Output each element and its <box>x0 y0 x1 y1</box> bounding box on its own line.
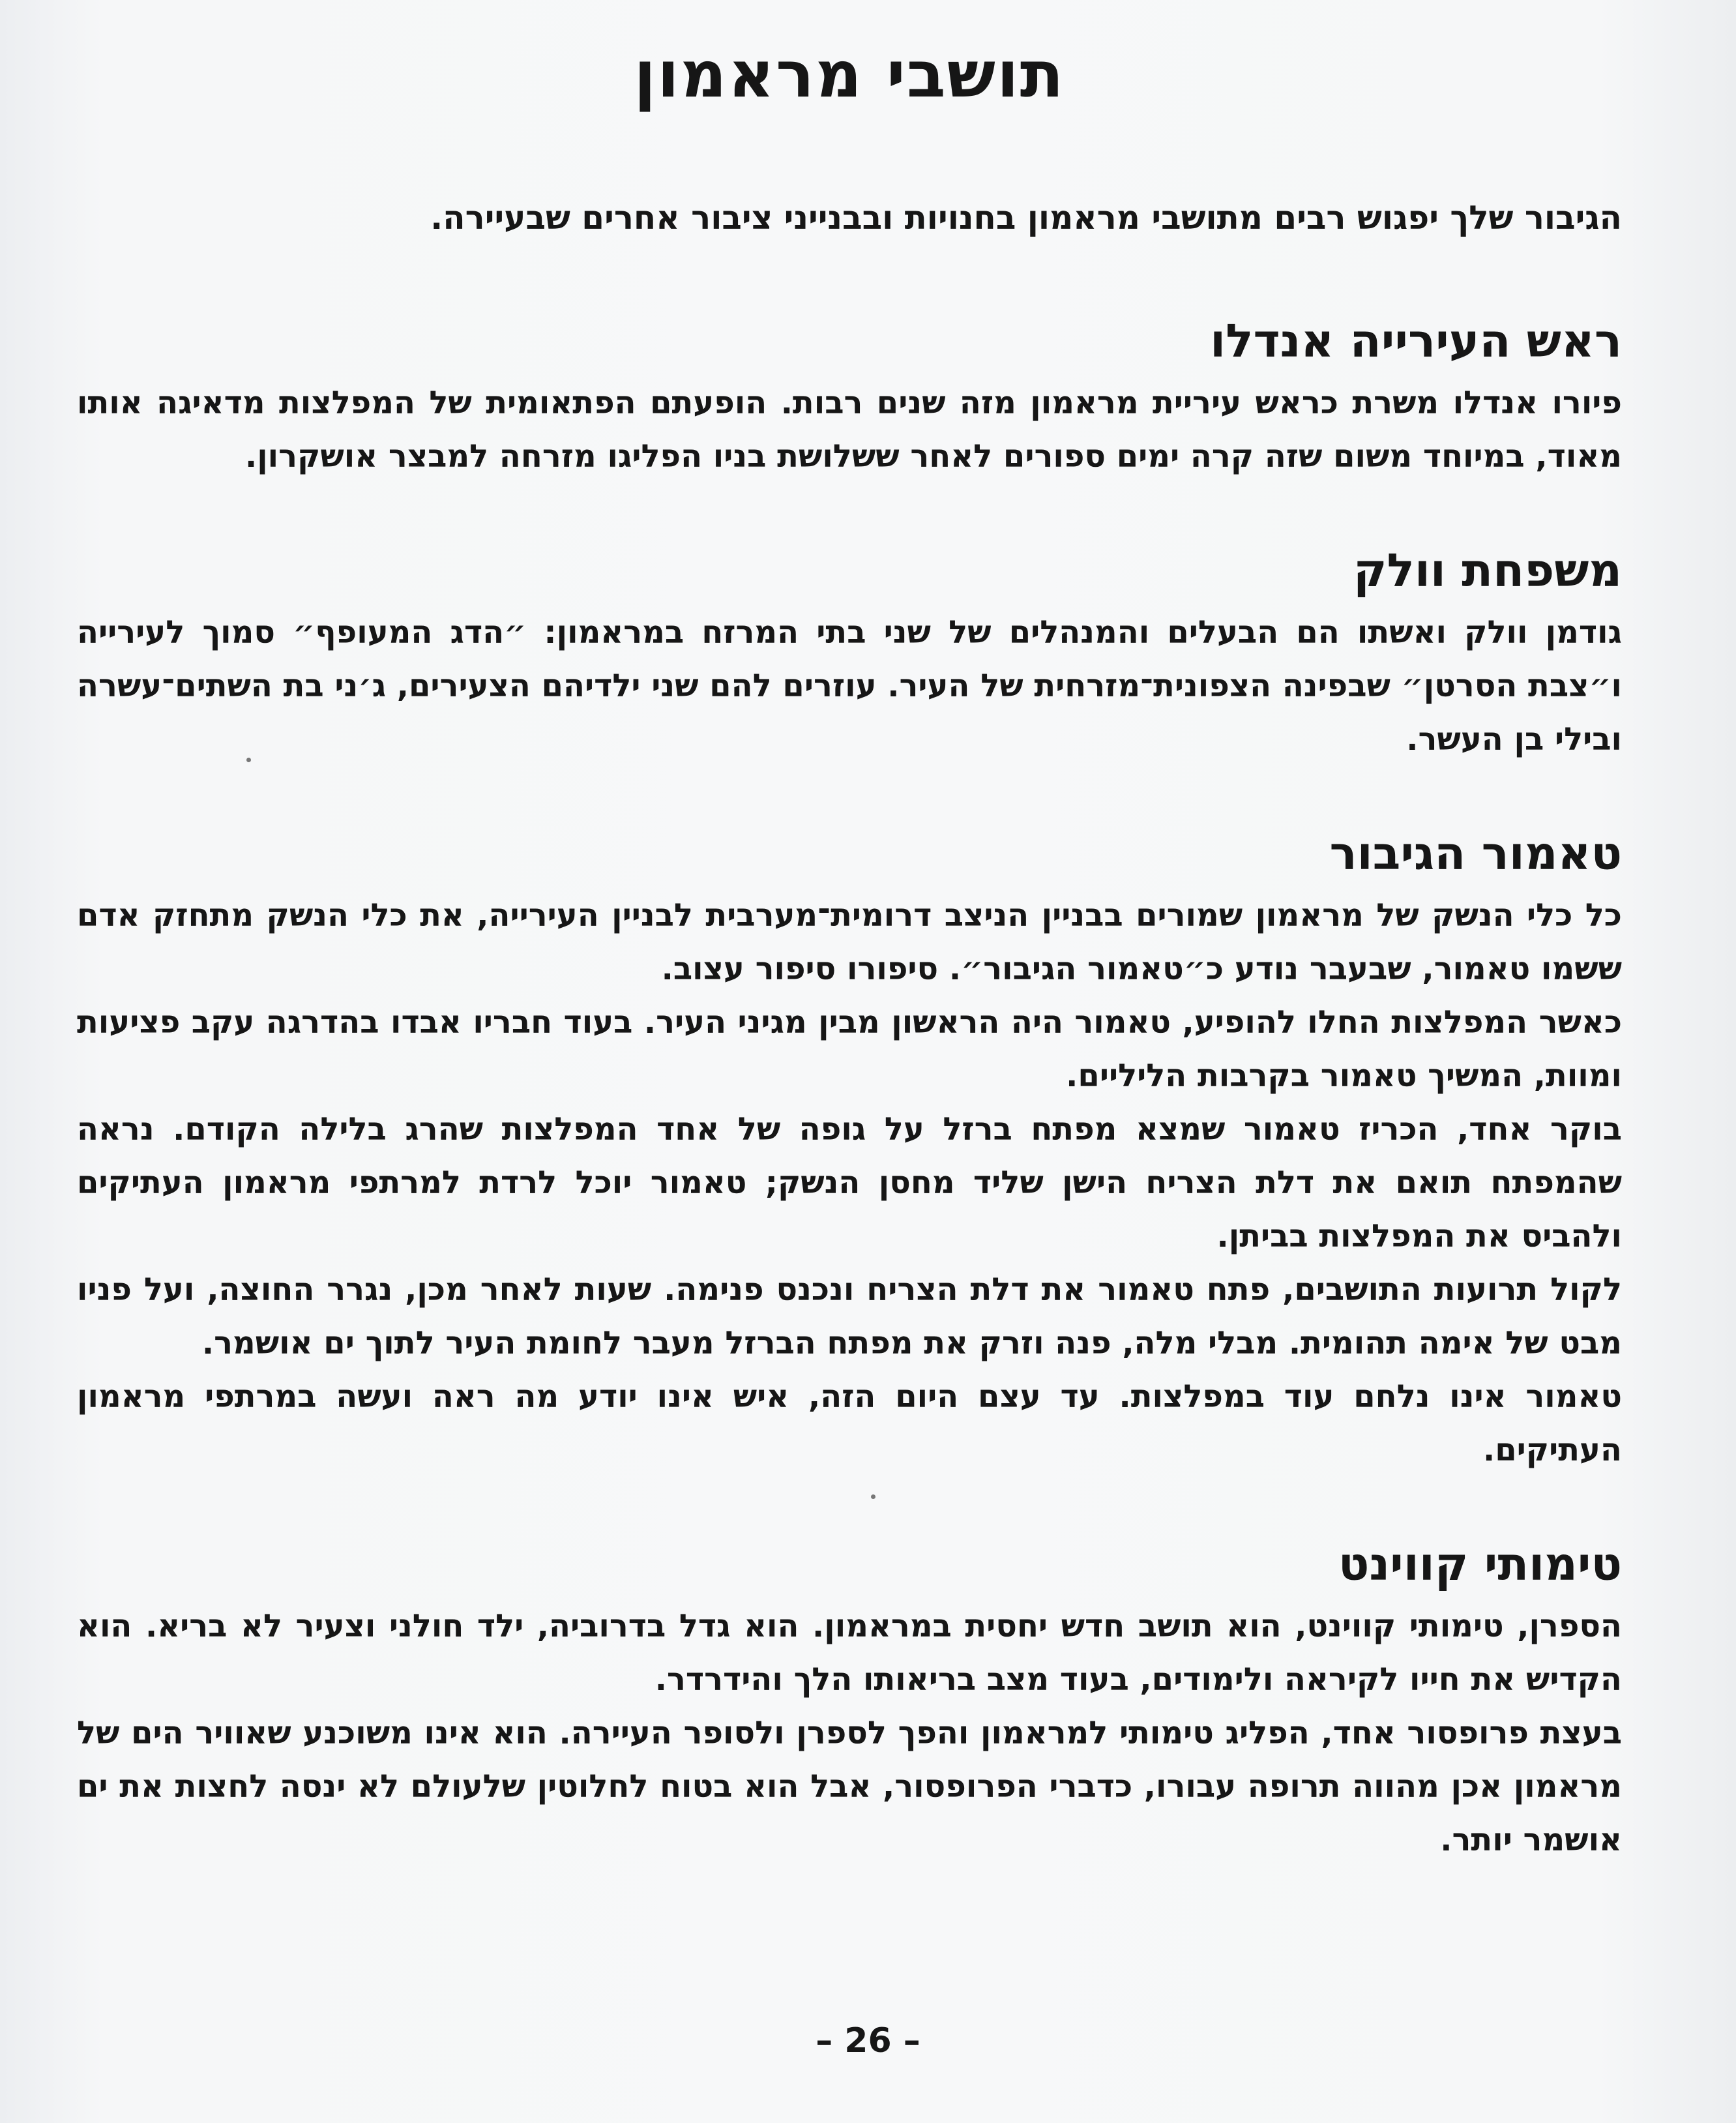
section-paragraph: גודמן וולק ואשתו הם הבעלים והמנהלים של שני בתי המרזח במראמון: ״הדג המעופף״ סמוך לעירייה ו״צבת הסרטן״ שבפינה הצפונית־מזרחית של העיר. עוזרים להם שני ילדיהם הצעירים, ג׳ני בת השתים־עשרה ובילי בן העשר. <box>77 614 1622 758</box>
page-content <box>77 26 1622 1867</box>
section-timothy-quint <box>77 1533 1622 1867</box>
intro-paragraph: הגיבור שלך יפגוש רבים מתושבי מראמון בחנויות ובבנייני ציבור אחרים שבעיירה. <box>430 199 1622 237</box>
section-heading: טימותי קווינט <box>1338 1537 1622 1591</box>
section-paragraph: כל כלי הנשק של מראמון שמורים בבניין הניצב דרומית־מערבית לבניין העירייה, את כלי הנשק מתחזק אדם ששמו טאמור, שבעבר נודע כ״טאמור הגיבור״. סיפורו סיפור עצוב. <box>77 897 1622 987</box>
page-number: – 26 – <box>816 2021 920 2060</box>
section-paragraph: בעצת פרופסור אחד, הפליג טימותי למראמון והפך לספרן ולסופר העיירה. הוא אינו משוכנע שאוויר הים של מראמון אכן מהווה תרופה עבורו, כדברי הפרופסור, אבל הוא בטוח לחלוטין שלעולם לא ינסה לחצות את ים אושמר יותר. <box>77 1715 1622 1858</box>
paper-speck <box>871 1494 875 1499</box>
section-paragraph: לקול תרועות התושבים, פתח טאמור את דלת הצריח ונכנס פנימה. שעות לאחר מכן, נגרר החוצה, ועל פניו מבט של אימה תהומית. מבלי מלה, פנה וזרק את מפתח הברזל מעבר לחומת העיר לתוך ים אושמר. <box>77 1271 1622 1361</box>
section-paragraph: פיורו אנדלו משרת כראש עיריית מראמון מזה שנים רבות. הופעתם הפתאומית של המפלצות מדאיגה אותו מאוד, במיוחד משום שזה קרה ימים ספורים לאחר ששלושת בניו הפליגו מזרחה למבצר אושקרון. <box>77 385 1622 475</box>
section-paragraph: כאשר המפלצות החלו להופיע, טאמור היה הראשון מבין מגיני העיר. בעוד חבריו אבדו בהדרגה עקב פציעות ומוות, המשיך טאמור בקרבות הליליים. <box>77 1004 1622 1094</box>
section-volk-family <box>77 539 1622 766</box>
section-heading: טאמור הגיבור <box>1329 827 1622 880</box>
section-paragraph: טאמור אינו נלחם עוד במפלצות. עד עצם היום הזה, איש אינו יודע מה ראה ועשה במרתפי מראמון העתיקים. <box>77 1378 1622 1468</box>
section-tamor <box>77 822 1622 1477</box>
section-mayor <box>77 310 1622 483</box>
page-title: תושבי מראמון <box>634 38 1065 112</box>
section-heading: ראש העירייה אנדלו <box>1210 314 1622 368</box>
paper-speck <box>246 758 251 762</box>
section-heading: משפחת וולק <box>1353 544 1622 597</box>
section-paragraph: בוקר אחד, הכריז טאמור שמצא מפתח ברזל על גופה של אחד המפלצות שהרג בלילה הקודם. נראה שהמפתח תואם את דלת הצריח הישן שליד מחסן הנשק; טאמור יוכל לרדת למרתפי מראמון העתיקים ולהביס את המפלצות בביתן. <box>77 1111 1622 1254</box>
section-paragraph: הספרן, טימותי קווינט, הוא תושב חדש יחסית במראמון. הוא גדל בדרוביה, ילד חולני וצעיר לא בריא. הוא הקדיש את חייו לקיראה ולימודים, בעוד מצב בריאותו הלך והידרדר. <box>77 1608 1622 1698</box>
